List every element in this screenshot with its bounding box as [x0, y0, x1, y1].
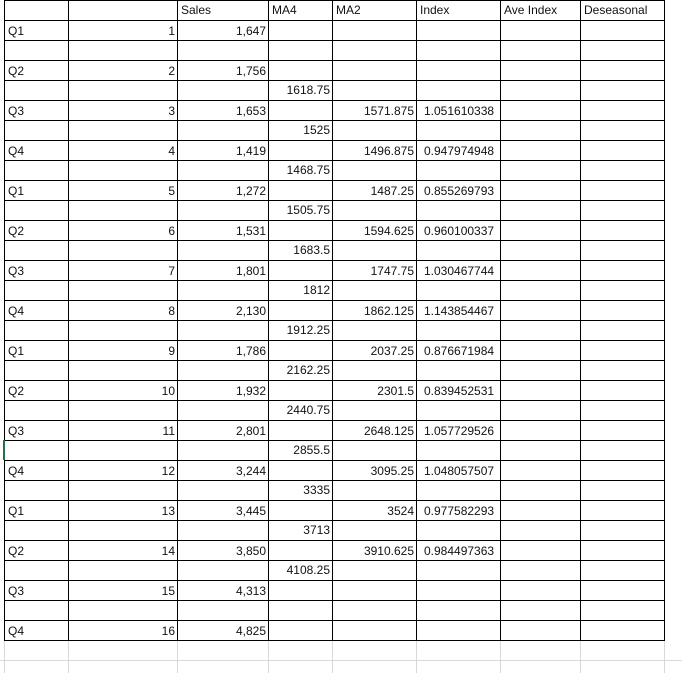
cell-index[interactable]: 0.947974948	[424, 144, 495, 158]
cell-period[interactable]: 14	[161, 544, 175, 558]
cell-ma4[interactable]: 2440.75	[286, 403, 330, 417]
header-sales[interactable]: Sales	[181, 3, 212, 17]
cell-index[interactable]: 1.051610338	[424, 104, 495, 118]
cell-ma2[interactable]: 1594.625	[363, 224, 414, 238]
cell-period[interactable]: 1	[168, 24, 175, 38]
row-border	[4, 340, 665, 341]
row-border	[4, 100, 665, 101]
row-border	[4, 580, 665, 581]
cell-index[interactable]: 0.855269793	[424, 184, 495, 198]
cell-ma4[interactable]: 3335	[303, 483, 330, 497]
cell-quarter[interactable]: Q1	[8, 504, 25, 518]
cell-quarter[interactable]: Q2	[8, 224, 25, 238]
cell-index[interactable]: 0.876671984	[424, 344, 495, 358]
header-index[interactable]: Index	[420, 3, 450, 17]
cell-sales[interactable]: 4,825	[235, 624, 266, 638]
column-border	[416, 0, 417, 641]
cell-index[interactable]: 1.057729526	[424, 424, 495, 438]
selected-cell-indicator	[3, 440, 5, 460]
cell-ma2[interactable]: 1747.75	[370, 264, 414, 278]
row-border	[4, 140, 665, 141]
row-border	[4, 420, 665, 421]
cell-ma4[interactable]: 1525	[303, 123, 330, 137]
cell-ma2[interactable]: 3095.25	[370, 464, 414, 478]
cell-ma4[interactable]: 1683.5	[293, 243, 330, 257]
cell-quarter[interactable]: Q4	[8, 304, 25, 318]
cell-ma2[interactable]: 2648.125	[363, 424, 414, 438]
cell-period[interactable]: 5	[168, 184, 175, 198]
cell-period[interactable]: 12	[161, 464, 175, 478]
row-border	[4, 620, 665, 621]
cell-index[interactable]: 0.977582293	[424, 504, 495, 518]
gridline-v-light	[68, 640, 69, 673]
cell-index[interactable]: 1.048057507	[424, 464, 495, 478]
column-border	[580, 0, 581, 641]
gridline-v-light	[4, 640, 5, 673]
row-border	[4, 540, 665, 541]
cell-index[interactable]: 0.960100337	[424, 224, 495, 238]
cell-sales[interactable]: 1,801	[235, 264, 266, 278]
row-border	[4, 300, 665, 301]
column-border	[4, 0, 5, 641]
cell-ma2[interactable]: 1571.875	[363, 104, 414, 118]
column-border	[500, 0, 501, 641]
cell-ma4[interactable]: 1812	[303, 283, 330, 297]
cell-quarter[interactable]: Q4	[8, 624, 25, 638]
gridline-v-light	[416, 640, 417, 673]
cell-period[interactable]: 6	[168, 224, 175, 238]
gridline-v-light	[500, 640, 501, 673]
cell-quarter[interactable]: Q4	[8, 144, 25, 158]
cell-index[interactable]: 1.030467744	[424, 264, 495, 278]
cell-sales[interactable]: 4,313	[235, 584, 266, 598]
row-border	[4, 180, 665, 181]
cell-ma4[interactable]: 2855.5	[293, 443, 330, 457]
header-period[interactable]	[68, 1, 177, 20]
cell-sales[interactable]: 1,653	[235, 104, 266, 118]
gridline-v-light	[177, 640, 178, 673]
cell-sales[interactable]: 3,850	[235, 544, 266, 558]
cell-ma2[interactable]: 3524	[387, 504, 414, 518]
cell-sales[interactable]: 2,130	[235, 304, 266, 318]
row-border	[4, 60, 665, 61]
cell-index[interactable]: 0.984497363	[424, 544, 495, 558]
cell-sales[interactable]: 1,419	[235, 144, 266, 158]
cell-sales[interactable]: 1,756	[235, 64, 266, 78]
cell-sales[interactable]: 1,647	[235, 24, 266, 38]
cell-sales[interactable]: 3,244	[235, 464, 266, 478]
header-ma4[interactable]: MA4	[272, 3, 297, 17]
cell-ma4[interactable]: 3713	[303, 523, 330, 537]
row-border	[4, 260, 665, 261]
cell-ma2[interactable]: 1496.875	[363, 144, 414, 158]
gridline-v-light	[664, 640, 665, 673]
cell-sales[interactable]: 1,786	[235, 344, 266, 358]
cell-sales[interactable]: 2,801	[235, 424, 266, 438]
row-border	[4, 460, 665, 461]
cell-quarter[interactable]: Q3	[8, 264, 25, 278]
cell-ma2[interactable]: 1487.25	[370, 184, 414, 198]
cell-quarter[interactable]: Q3	[8, 584, 25, 598]
cell-period[interactable]: 3	[168, 104, 175, 118]
cell-period[interactable]: 13	[161, 504, 175, 518]
cell-ma4[interactable]: 1505.75	[286, 203, 330, 217]
cell-period[interactable]: 10	[161, 384, 175, 398]
cell-period[interactable]: 16	[161, 624, 175, 638]
cell-quarter[interactable]: Q2	[8, 64, 25, 78]
cell-ma4[interactable]: 1468.75	[286, 163, 330, 177]
cell-period[interactable]: 15	[161, 584, 175, 598]
cell-index[interactable]: 0.839452531	[424, 384, 495, 398]
cell-index[interactable]: 1.143854467	[424, 304, 495, 318]
cell-sales[interactable]: 3,445	[235, 504, 266, 518]
gridline-v-light	[332, 640, 333, 673]
cell-quarter[interactable]: Q3	[8, 104, 25, 118]
cell-quarter[interactable]: Q2	[8, 384, 25, 398]
cell-ma2[interactable]: 1862.125	[363, 304, 414, 318]
cell-quarter[interactable]: Q4	[8, 464, 25, 478]
cell-ma4[interactable]: 4108.25	[286, 563, 330, 577]
cell-period[interactable]: 9	[168, 344, 175, 358]
gridline-v-light	[580, 640, 581, 673]
column-border	[664, 0, 665, 641]
header-ave-index[interactable]: Ave Index	[504, 3, 558, 17]
cell-period[interactable]: 11	[162, 424, 175, 438]
cell-ma2[interactable]: 3910.625	[363, 544, 414, 558]
cell-quarter[interactable]: Q1	[8, 344, 25, 358]
cell-sales[interactable]: 1,272	[235, 184, 266, 198]
header-ma2[interactable]: MA2	[336, 3, 361, 17]
cell-period[interactable]: 7	[168, 264, 175, 278]
row-border	[4, 500, 665, 501]
cell-ma4[interactable]: 1618.75	[286, 83, 330, 97]
cell-quarter[interactable]: Q2	[8, 544, 25, 558]
gridline-v-light	[268, 640, 269, 673]
cell-ma2[interactable]: 2301.5	[377, 384, 414, 398]
cell-ma4[interactable]: 1912.25	[286, 323, 330, 337]
header-quarter[interactable]	[4, 1, 68, 20]
cell-sales[interactable]: 1,932	[235, 384, 266, 398]
cell-quarter[interactable]: Q1	[8, 24, 25, 38]
row-border	[4, 220, 665, 221]
cell-period[interactable]: 2	[168, 64, 175, 78]
header-deseasonal[interactable]: Deseasonal	[584, 3, 648, 17]
cell-ma4[interactable]: 2162.25	[286, 363, 330, 377]
row-border	[4, 20, 665, 21]
cell-quarter[interactable]: Q3	[8, 424, 25, 438]
row-border	[4, 380, 665, 381]
cell-quarter[interactable]: Q1	[8, 184, 25, 198]
cell-period[interactable]: 8	[168, 304, 175, 318]
cell-period[interactable]: 4	[168, 144, 175, 158]
cell-ma2[interactable]: 2037.25	[370, 344, 414, 358]
cell-sales[interactable]: 1,531	[235, 224, 266, 238]
